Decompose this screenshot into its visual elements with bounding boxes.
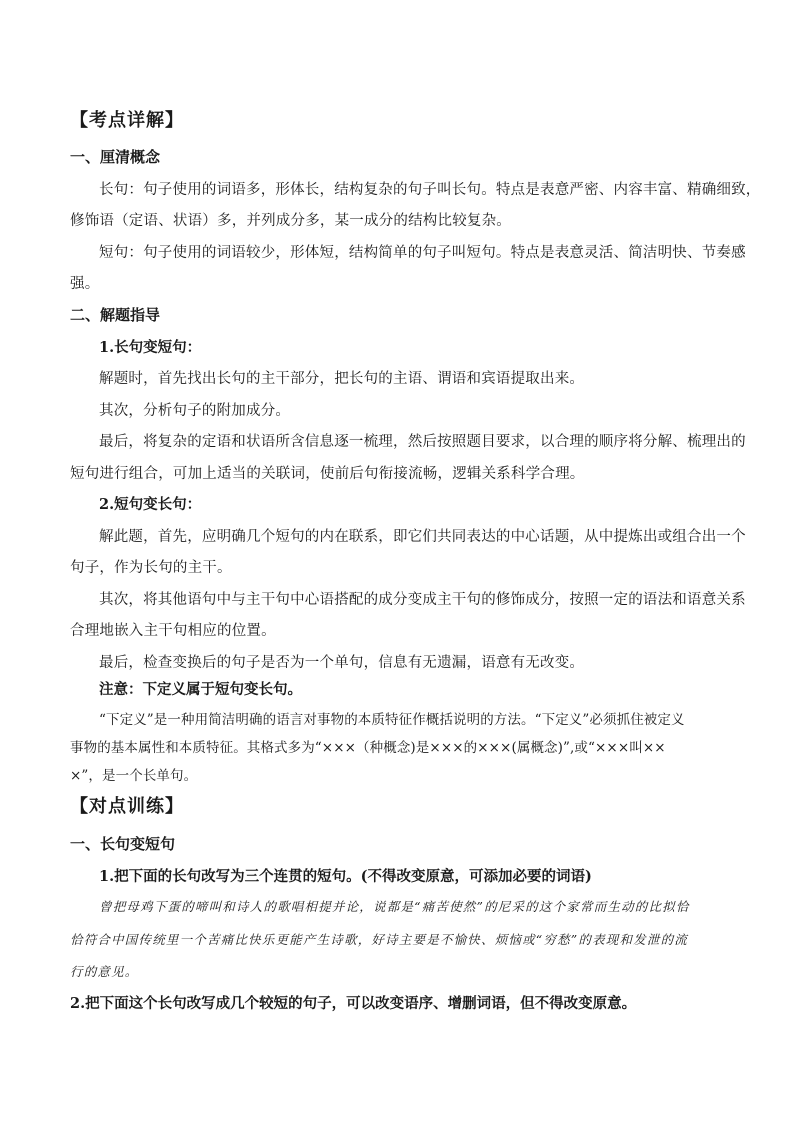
paragraph-long-to-short-3-cont: 短句进行组合，可加上适当的关联词，使前后句衔接流畅，逻辑关系科学合理。 (70, 466, 585, 482)
definition-paragraph-cont-2: ×”，是一个长单句。 (70, 768, 198, 784)
paragraph-long-to-short-3: 最后，将复杂的定语和状语所含信息逐一梳理，然后按照题目要求，以合理的顺序将分解、梳理出的 (99, 434, 746, 450)
long-sentence-definition: 长句：句子使用的词语多，形体长，结构复杂的句子叫长句。特点是表意严密、内容丰富、精确细致， (99, 182, 761, 198)
subheading-short-to-long: 2.短句变长句： (99, 496, 202, 513)
short-sentence-definition-cont: 强。 (70, 276, 100, 292)
definition-paragraph: “下定义”是一种用简洁明确的语言对事物的本质特征作概括说明的方法。“下定义”必须抓住被定义 (99, 712, 685, 728)
paragraph-short-to-long-2: 其次，将其他语句中与主干句中心语搭配的成分变成主干句的修饰成分，按照一定的语法和语意关系 (99, 592, 746, 608)
paragraph-long-to-short-1: 解题时，首先找出长句的主干部分，把长句的主语、谓语和宾语提取出来。 (99, 371, 585, 387)
note-definition: 注意：下定义属于短句变长句。 (99, 681, 302, 698)
short-sentence-definition: 短句：句子使用的词语较少，形体短，结构简单的句子叫短句。特点是表意灵活、简洁明快、节奏感 (99, 245, 746, 261)
paragraph-short-to-long-3: 最后，检查变换后的句子是否为一个单句，信息有无遗漏，语意有无改变。 (99, 655, 585, 671)
paragraph-short-to-long-2-cont: 合理地嵌入主干句相应的位置。 (70, 623, 276, 639)
exercise-2-prompt: 2.把下面这个长句改写成几个较短的句子，可以改变语序、增删词语，但不得改变原意。 (70, 995, 637, 1012)
exercise-1-prompt: 1.把下面的长句改写为三个连贯的短句。(不得改变原意，可添加必要的词语) (99, 868, 592, 885)
exercise-1-passage-cont-2: 行的意见。 (70, 964, 139, 979)
paragraph-short-to-long-1-cont: 句子，作为长句的主干。 (70, 560, 232, 576)
definition-paragraph-cont: 事物的基本属性和本质特征。其格式多为“×××（种概念)是×××的×××(属概念)”,或“×××叫×× (70, 740, 666, 756)
long-sentence-definition-cont: 修饰语（定语、状语）多，并列成分多，某一成分的结构比较复杂。 (70, 213, 511, 229)
paragraph-short-to-long-1: 解此题，首先，应明确几个短句的内在联系，即它们共同表达的中心话题，从中提炼出或组合出一个 (99, 529, 746, 545)
exercise-1-passage-cont: 恰符合中国传统里一个苦痛比快乐更能产生诗歌，好诗主要是不愉快、烦恼或“穷愁”的表现和发泄的流 (70, 932, 688, 947)
paragraph-long-to-short-2: 其次，分析句子的附加成分。 (99, 403, 291, 419)
heading-long-to-short-exercise: 一、长句变短句 (70, 835, 176, 853)
heading-concepts: 一、厘清概念 (70, 148, 161, 166)
exercise-1-passage: 曾把母鸡下蛋的啼叫和诗人的歌唱相提并论，说都是“痛苦使然”的尼采的这个家常而生动的比拟恰 (99, 899, 690, 914)
section-title-training: 【对点训练】 (70, 796, 184, 817)
section-title-detail: 【考点详解】 (70, 110, 184, 131)
subheading-long-to-short: 1.长句变短句： (99, 339, 202, 356)
heading-guide: 二、解题指导 (70, 306, 161, 324)
